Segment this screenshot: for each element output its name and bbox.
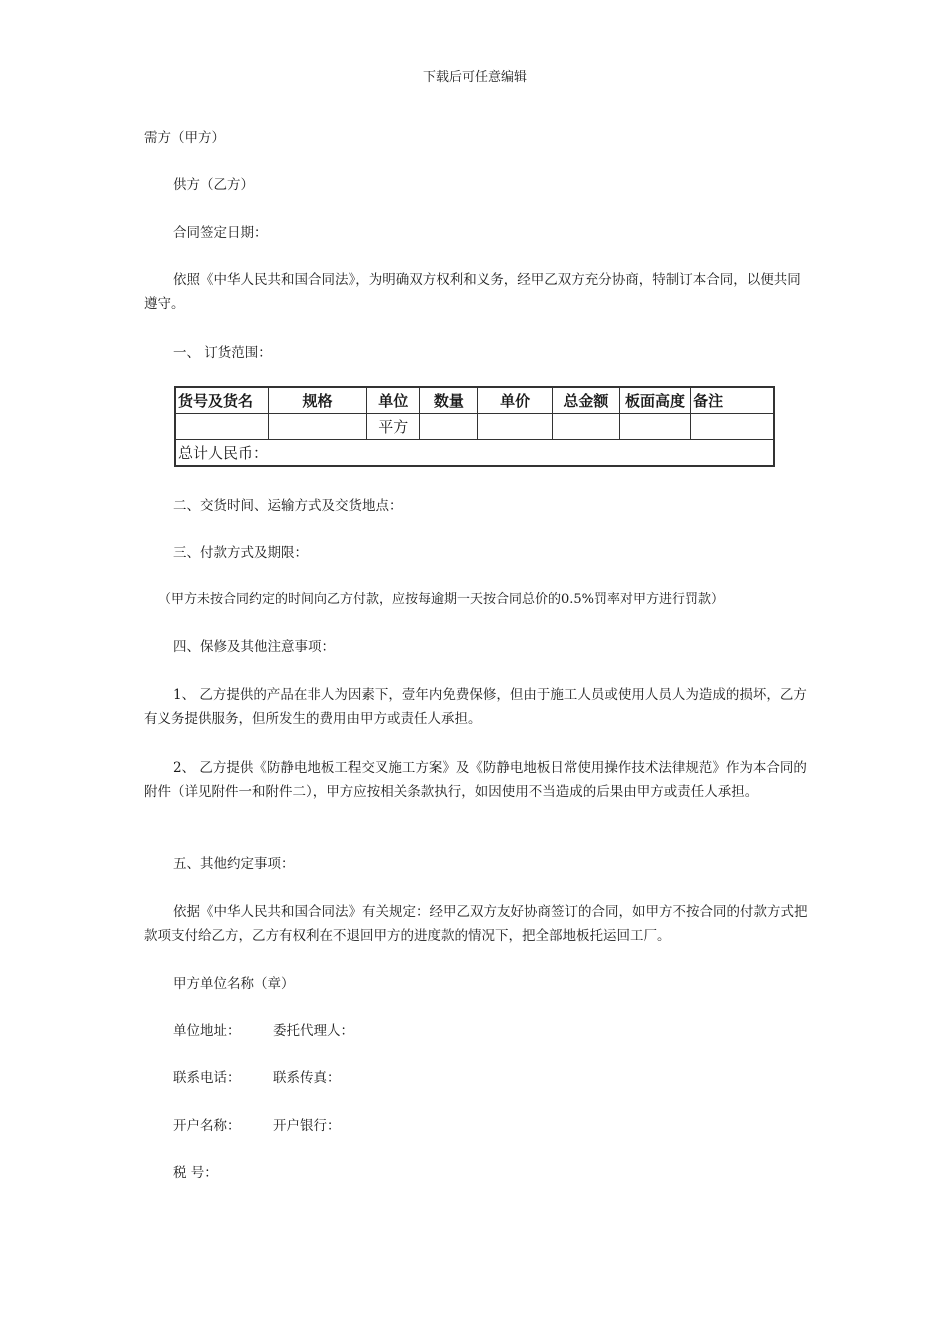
table-header-row [175,387,774,414]
cell-panel-height [619,414,690,440]
address-agent-line [173,1019,473,1043]
address-label: 单位地址： [173,1023,241,1039]
cell-remarks [691,414,774,440]
penalty-note: （甲方未按合同约定的时间向乙方付款，应按每逾期一天按合同总价的0.5%罚率对甲方进行罚款） [158,592,725,607]
party-a-label: 需方（甲方） [144,130,225,146]
table-row [175,414,774,440]
header-remarks: 备注 [691,387,774,414]
account-bank-line [173,1114,473,1138]
phone-fax-line [173,1066,473,1090]
cell-unit: 平方 [367,414,420,440]
bank-label: 开户银行： [273,1118,341,1134]
cell-quantity [420,414,478,440]
section-3-heading: 三、付款方式及期限： [173,545,308,561]
party-b-label: 供方（乙方） [173,177,254,193]
header-spec: 规格 [268,387,366,414]
section-1-heading: 一、 订货范围： [173,345,272,361]
header-total-amount: 总金额 [552,387,619,414]
cell-item-name [175,414,268,440]
header-panel-height: 板面高度 [619,387,690,414]
sign-date-label: 合同签定日期： [173,225,268,241]
total-rmb-label: 总计人民币： [175,440,774,467]
other-terms-paragraph: 依据《中华人民共和国合同法》有关规定：经甲乙双方友好协商签订的合同，如甲方不按合同的付款方式把款项支付给乙方，乙方有权利在不退回甲方的进度款的情况下，把全部地板托运回工厂。 [144,904,808,944]
section-2-heading: 二、交货时间、运输方式及交货地点： [173,498,403,514]
cell-spec [268,414,366,440]
section-5-heading: 五、其他约定事项： [173,856,295,872]
header-item-name: 货号及货名 [175,387,268,414]
header-unit-price: 单价 [478,387,552,414]
warranty-item-2: 2、 乙方提供《防静电地板工程交叉施工方案》及《防静电地板日常使用操作技术法律规范》作为本合同的附件（详见附件一和附件二），甲方应按相关条款执行，如因使用不当造成的后果由甲方或责任人承担。 [144,760,807,800]
account-name-label: 开户名称： [173,1118,241,1134]
agent-label: 委托代理人： [273,1023,354,1039]
header-unit: 单位 [367,387,420,414]
party-a-company-name: 甲方单位名称（章） [173,976,295,992]
header-quantity: 数量 [420,387,478,414]
fax-label: 联系传真： [273,1070,341,1086]
phone-label: 联系电话： [173,1070,241,1086]
cell-total-amount [552,414,619,440]
order-table [174,386,775,467]
page-header: 下载后可任意编辑 [422,70,527,85]
table-total-row [175,440,774,467]
section-4-heading: 四、保修及其他注意事项： [173,639,335,655]
preamble-paragraph: 依照《中华人民共和国合同法》，为明确双方权利和义务，经甲乙双方充分协商，特制订本合同，以便共同遵守。 [144,272,801,312]
tax-number-label: 税 号： [173,1165,218,1181]
cell-unit-price [478,414,552,440]
warranty-item-1: 1、 乙方提供的产品在非人为因素下，壹年内免费保修，但由于施工人员或使用人员人为造成的损坏，乙方有义务提供服务，但所发生的费用由甲方或责任人承担。 [144,687,807,727]
